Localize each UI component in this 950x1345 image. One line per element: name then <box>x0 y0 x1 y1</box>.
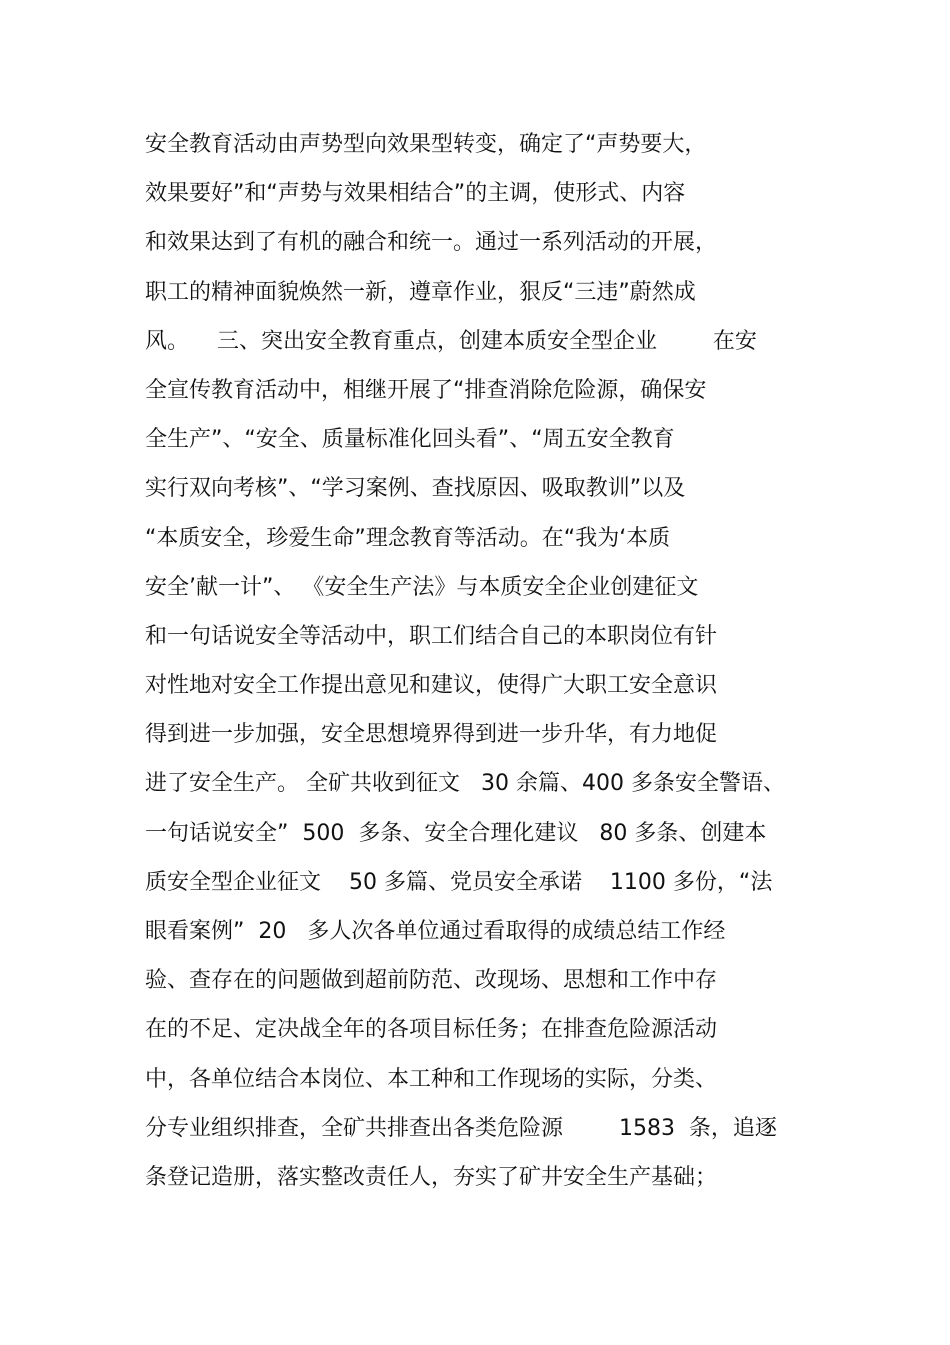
body-text <box>145 120 825 1202</box>
text-line-20: 中，各单位结合本岗位、本工种和工作现场的实际，分类、 <box>145 1066 718 1092</box>
text-line-6: 全宣传教育活动中，相继开展了“排查消除危险源，确保安 <box>145 377 707 403</box>
text-line-4: 职工的精神面貌焕然一新，遵章作业，狠反“三违”蔚然成 <box>145 279 696 305</box>
text-line-22: 条登记造册，落实整改责任人，夯实了矿井安全生产基础； <box>145 1164 718 1190</box>
text-line-17: 眼看案例” 20 多人次各单位通过看取得的成绩总结工作经 <box>145 919 726 944</box>
text-line-21: 分专业组织排查，全矿共排查出各类危险源 1583 条，追逐 <box>145 1115 777 1141</box>
text-line-14: 进了安全生产。 全矿共收到征文 30 余篇、400 多条安全警语、 <box>145 771 785 797</box>
text-line-16: 质安全型企业征文 50 多篇、党员安全承诺 1100 多份，“法 <box>145 869 773 895</box>
text-line-15: 一句话说安全” 500 多条、安全合理化建议 80 多条、创建本 <box>145 820 767 846</box>
text-line-1: 安全教育活动由声势型向效果型转变，确定了“声势要大， <box>145 132 707 157</box>
text-line-9: “本质安全，珍爱生命”理念教育等活动。在“我为‘本质 <box>145 525 671 551</box>
text-line-11: 和一句话说安全等活动中，职工们结合自己的本职岗位有针 <box>145 623 718 649</box>
text-line-13: 得到进一步加强，安全思想境界得到进一步升华，有力地促 <box>145 722 718 748</box>
text-line-10: 安全’献一计”、 《安全生产法》与本质安全企业创建征文 <box>145 574 699 600</box>
text-line-5: 风。 三、突出安全教育重点，创建本质安全型企业 在安 <box>145 328 757 354</box>
text-line-2: 效果要好”和“声势与效果相结合”的主调，使形式、内容 <box>145 181 686 207</box>
text-line-8: 实行双向考核”、“学习案例、查找原因、吸取教训”以及 <box>145 476 686 502</box>
text-line-19: 在的不足、定决战全年的各项目标任务；在排查危险源活动 <box>145 1017 718 1043</box>
text-line-18: 验、查存在的问题做到超前防范、改现场、思想和工作中存 <box>145 968 718 994</box>
text-line-3: 和效果达到了有机的融合和统一。通过一系列活动的开展， <box>145 230 718 256</box>
text-line-7: 全生产”、“安全、质量标准化回头看”、“周五安全教育 <box>145 427 675 453</box>
text-line-12: 对性地对安全工作提出意见和建议，使得广大职工安全意识 <box>145 673 718 699</box>
